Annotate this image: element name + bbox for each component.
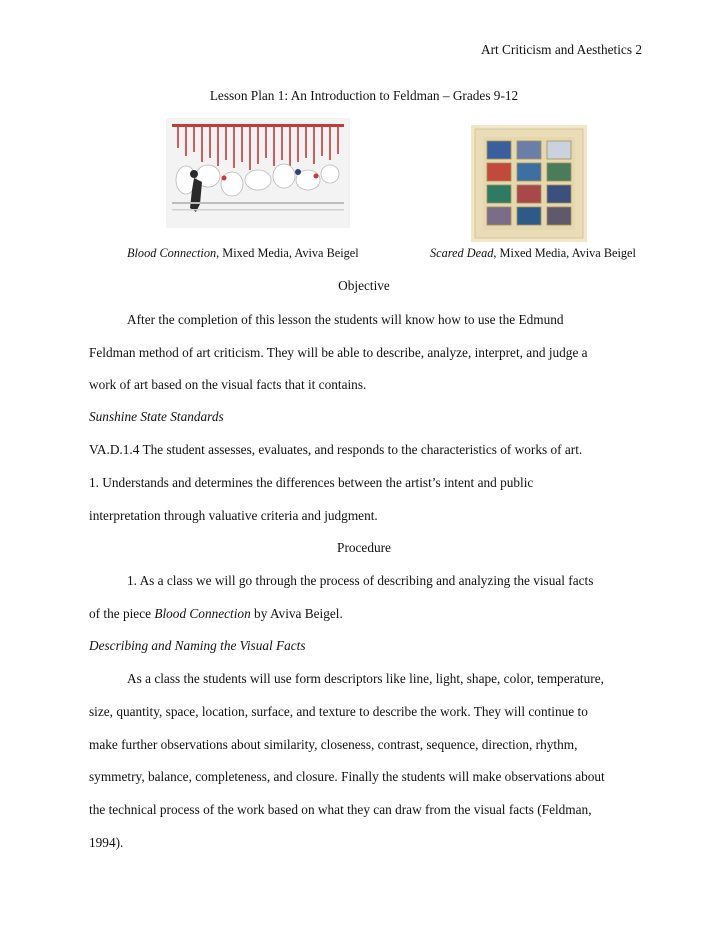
objective-heading: Objective <box>338 278 390 293</box>
objective-line: Feldman method of art criticism. They will be able to describe, analyze, interpret, and judge a <box>89 345 588 360</box>
caption-blood-connection: Blood Connection, Mixed Media, Aviva Beigel <box>127 246 359 260</box>
blood-connection-image <box>166 118 350 228</box>
procedure-para-line: As a class the students will use form descriptors like line, light, shape, color, temperature, <box>127 671 604 686</box>
procedure-para-line: make further observations about similarity, closeness, contrast, sequence, direction, rhythm, <box>89 737 578 752</box>
procedure-para-line: size, quantity, space, location, surface, and texture to describe the work. They will continue to <box>89 704 588 719</box>
procedure-step-line: 1. As a class we will go through the process of describing and analyzing the visual facts <box>127 573 594 588</box>
procedure-para-line: the technical process of the work based on what they can draw from the visual facts (Feldman, <box>89 802 592 817</box>
standards-line: interpretation through valuative criteria and judgment. <box>89 508 378 523</box>
standards-heading: Sunshine State Standards <box>89 409 224 424</box>
caption-scared-dead: Scared Dead, Mixed Media, Aviva Beigel <box>430 246 636 260</box>
procedure-heading: Procedure <box>337 540 391 555</box>
objective-line: work of art based on the visual facts that it contains. <box>89 377 367 392</box>
lesson-title: Lesson Plan 1: An Introduction to Feldman – Grades 9-12 <box>209 88 519 103</box>
procedure-subheading: Describing and Naming the Visual Facts <box>89 638 306 653</box>
objective-line: After the completion of this lesson the students will know how to use the Edmund <box>127 312 564 327</box>
standards-line: 1. Understands and determines the differences between the artist’s intent and public <box>89 475 534 490</box>
procedure-para-line: 1994). <box>89 835 124 850</box>
procedure-para-line: symmetry, balance, completeness, and closure. Finally the students will make observations about <box>89 769 605 784</box>
standards-line: VA.D.1.4 The student assesses, evaluates, and responds to the characteristics of works of art. <box>89 442 583 457</box>
running-head: Art Criticism and Aesthetics 2 <box>480 42 642 57</box>
procedure-step-line: of the piece Blood Connection by Aviva Beigel. <box>89 606 343 621</box>
scared-dead-image <box>471 125 587 242</box>
